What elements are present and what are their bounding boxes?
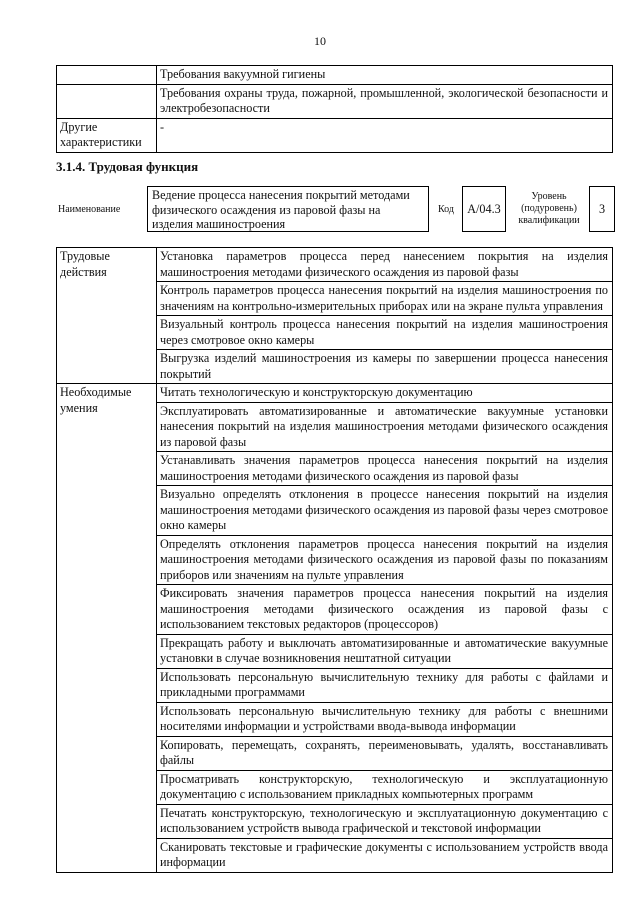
skill-item: Печатать конструкторскую, технологическую и эксплуатационную документацию с использованием устройств вывода графической и текстовой информации: [157, 804, 613, 838]
labor-function-header: [56, 183, 616, 235]
row-text: Требования вакуумной гигиены: [157, 66, 613, 85]
name-value: Ведение процесса нанесения покрытий методами физического осаждения из паровой фазы на изделия машиностроения: [147, 186, 429, 232]
level-label: Уровень (подуровень) квалификации: [518, 191, 580, 226]
skill-item: Использовать персональную вычислительную технику для работы с внешними носителями информации и устройствами ввода-вывода информации: [157, 702, 613, 736]
skill-item: Фиксировать значения параметров процесса нанесения покрытий на изделия машиностроения методами физического осаждения из паровой фазы с использованием текстовых редакторов (процессоров): [157, 585, 613, 635]
labor-action-item: Контроль параметров процесса нанесения покрытий на изделия машиностроения по значениям на контрольно-измерительных приборах или на экране пульта управления: [157, 282, 613, 316]
row-text: Требования охраны труда, пожарной, промышленной, экологической безопасности и электробезопасности: [157, 84, 613, 118]
row-label: [57, 66, 157, 85]
skill-item: Сканировать текстовые и графические документы с использованием устройств ввода информации: [157, 838, 613, 872]
labor-actions-label: Трудовые действия: [57, 248, 157, 384]
continuation-table: [56, 65, 613, 153]
skill-item: Определять отклонения параметров процесса нанесения покрытий на изделия машиностроения методами физического осаждения из паровой фазы по показаниям приборов или значениям на пульте управления: [157, 535, 613, 585]
row-label: Другие характеристики: [57, 118, 157, 152]
skill-item: Использовать персональную вычислительную технику для работы с файлами и прикладными программами: [157, 668, 613, 702]
section-title: 3.1.4. Трудовая функция: [56, 159, 199, 174]
skill-item: Просматривать конструкторскую, технологическую и эксплуатационную документацию с использованием прикладных компьютерных программ: [157, 770, 613, 804]
skill-item: Копировать, перемещать, сохранять, переименовывать, удалять, восстанавливать файлы: [157, 736, 613, 770]
row-label: [57, 84, 157, 118]
page-number: 10: [314, 34, 326, 48]
code-value: А/04.3: [462, 186, 506, 232]
code-label: Код: [438, 204, 454, 215]
row-text: -: [157, 118, 613, 152]
skill-item: Эксплуатировать автоматизированные и автоматические вакуумные установки нанесения покрытий на изделия машиностроения методами физического осаждения из паровой фазы: [157, 402, 613, 452]
skill-item: Читать технологическую и конструкторскую документацию: [157, 384, 613, 403]
name-label: Наименование: [58, 204, 121, 215]
labor-action-item: Визуальный контроль процесса нанесения покрытий на изделия машиностроения через смотровое окно камеры: [157, 316, 613, 350]
table-row: [57, 384, 613, 403]
skills-label: Необходимые умения: [57, 384, 157, 873]
table-row: [57, 84, 613, 118]
labor-action-item: Установка параметров процесса перед нанесением покрытия на изделия машиностроения методами физического осаждения из паровой фазы: [157, 248, 613, 282]
skill-item: Визуально определять отклонения в процессе нанесения покрытий на изделия машиностроения методами физического осаждения из паровой фазы через смотровое окно камеры: [157, 486, 613, 536]
labor-function-table: [56, 247, 613, 873]
level-value: 3: [589, 186, 615, 232]
skill-item: Прекращать работу и выключать автоматизированные и автоматические вакуумные установки в случае возникновения нештатной ситуации: [157, 634, 613, 668]
skill-item: Устанавливать значения параметров процесса нанесения покрытий на изделия машиностроения методами физического осаждения из паровой фазы: [157, 452, 613, 486]
table-row: [57, 248, 613, 282]
table-row: [57, 118, 613, 152]
table-row: [57, 66, 613, 85]
labor-action-item: Выгрузка изделий машиностроения из камеры по завершении процесса нанесения покрытий: [157, 350, 613, 384]
